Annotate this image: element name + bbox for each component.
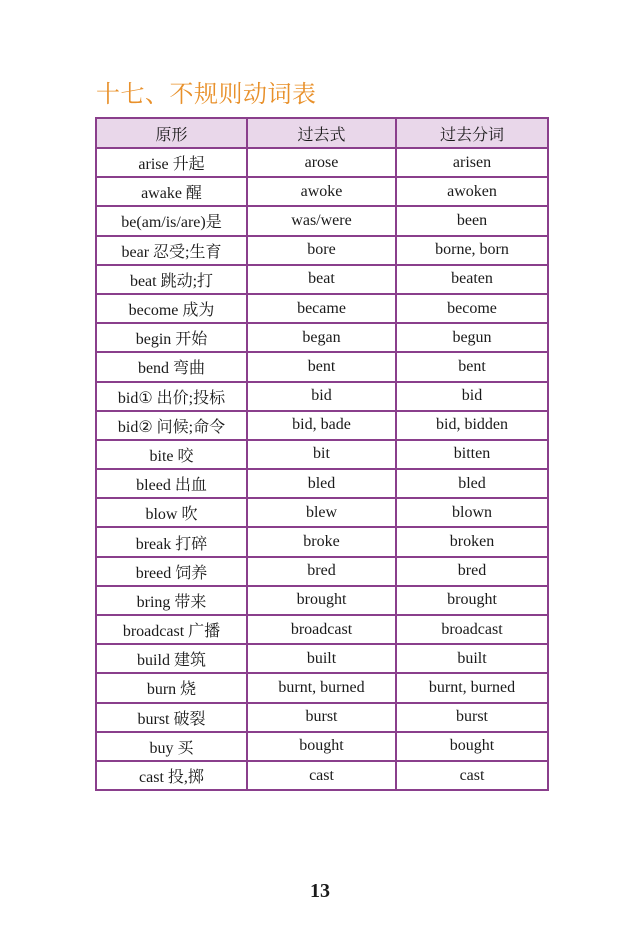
table-row <box>96 644 548 673</box>
table-row <box>96 236 548 265</box>
cell-past-tense: bred <box>247 557 396 586</box>
cell-past-participle: bought <box>396 732 548 761</box>
cell-past-participle: arisen <box>396 148 548 177</box>
cell-base-form: buy 买 <box>96 732 247 761</box>
cell-past-participle: cast <box>396 761 548 790</box>
table-row <box>96 440 548 469</box>
cell-past-participle: blown <box>396 498 548 527</box>
cell-past-tense: beat <box>247 265 396 294</box>
table-row <box>96 498 548 527</box>
table-row <box>96 615 548 644</box>
cell-base-form: bid① 出价;投标 <box>96 382 247 411</box>
cell-base-form: break 打碎 <box>96 527 247 556</box>
cell-past-participle: brought <box>396 586 548 615</box>
cell-past-participle: been <box>396 206 548 235</box>
cell-past-participle: burst <box>396 703 548 732</box>
cell-base-form: beat 跳动;打 <box>96 265 247 294</box>
cell-past-tense: bid, bade <box>247 411 396 440</box>
table-header-row <box>96 118 548 148</box>
table-row <box>96 673 548 702</box>
cell-base-form: bite 咬 <box>96 440 247 469</box>
cell-past-participle: become <box>396 294 548 323</box>
table-row <box>96 411 548 440</box>
cell-base-form: bid② 问候;命令 <box>96 411 247 440</box>
cell-past-participle: built <box>396 644 548 673</box>
cell-base-form: broadcast 广播 <box>96 615 247 644</box>
table-row <box>96 148 548 177</box>
table-row <box>96 352 548 381</box>
cell-past-tense: was/were <box>247 206 396 235</box>
cell-base-form: cast 投,掷 <box>96 761 247 790</box>
cell-past-tense: bled <box>247 469 396 498</box>
cell-base-form: build 建筑 <box>96 644 247 673</box>
cell-past-participle: bent <box>396 352 548 381</box>
cell-base-form: bring 带来 <box>96 586 247 615</box>
cell-base-form: bend 弯曲 <box>96 352 247 381</box>
cell-past-tense: bought <box>247 732 396 761</box>
cell-past-participle: borne, born <box>396 236 548 265</box>
cell-past-tense: became <box>247 294 396 323</box>
cell-past-tense: blew <box>247 498 396 527</box>
cell-past-tense: awoke <box>247 177 396 206</box>
cell-past-participle: burnt, burned <box>396 673 548 702</box>
cell-past-tense: began <box>247 323 396 352</box>
cell-past-participle: bid <box>396 382 548 411</box>
table-row <box>96 294 548 323</box>
cell-past-participle: begun <box>396 323 548 352</box>
cell-past-tense: broadcast <box>247 615 396 644</box>
cell-base-form: be(am/is/are)是 <box>96 206 247 235</box>
table-row <box>96 557 548 586</box>
cell-past-tense: bit <box>247 440 396 469</box>
cell-base-form: burn 烧 <box>96 673 247 702</box>
irregular-verb-table <box>95 117 549 791</box>
cell-past-tense: bid <box>247 382 396 411</box>
cell-base-form: awake 醒 <box>96 177 247 206</box>
table-row <box>96 323 548 352</box>
table-row <box>96 469 548 498</box>
cell-past-participle: bitten <box>396 440 548 469</box>
cell-past-participle: broadcast <box>396 615 548 644</box>
cell-past-tense: burst <box>247 703 396 732</box>
header-base-form: 原形 <box>96 118 247 148</box>
cell-base-form: blow 吹 <box>96 498 247 527</box>
cell-past-tense: bore <box>247 236 396 265</box>
table-row <box>96 732 548 761</box>
cell-base-form: burst 破裂 <box>96 703 247 732</box>
cell-past-participle: bled <box>396 469 548 498</box>
cell-past-participle: beaten <box>396 265 548 294</box>
table-row <box>96 265 548 294</box>
page-title: 十七、不规则动词表 <box>96 80 317 108</box>
cell-past-tense: broke <box>247 527 396 556</box>
cell-base-form: begin 开始 <box>96 323 247 352</box>
cell-past-participle: awoken <box>396 177 548 206</box>
table-row <box>96 206 548 235</box>
cell-past-tense: brought <box>247 586 396 615</box>
table-row <box>96 586 548 615</box>
cell-base-form: arise 升起 <box>96 148 247 177</box>
cell-base-form: bleed 出血 <box>96 469 247 498</box>
table-row <box>96 703 548 732</box>
cell-base-form: bear 忍受;生育 <box>96 236 247 265</box>
cell-past-tense: bent <box>247 352 396 381</box>
cell-past-tense: burnt, burned <box>247 673 396 702</box>
cell-past-tense: cast <box>247 761 396 790</box>
cell-past-participle: bid, bidden <box>396 411 548 440</box>
table-body <box>96 148 548 790</box>
table-row <box>96 527 548 556</box>
page-number: 13 <box>310 880 330 902</box>
table-row <box>96 761 548 790</box>
table-row <box>96 382 548 411</box>
cell-past-tense: arose <box>247 148 396 177</box>
cell-base-form: breed 饲养 <box>96 557 247 586</box>
header-past-tense: 过去式 <box>247 118 396 148</box>
header-past-participle: 过去分词 <box>396 118 548 148</box>
cell-past-participle: broken <box>396 527 548 556</box>
cell-past-tense: built <box>247 644 396 673</box>
cell-past-participle: bred <box>396 557 548 586</box>
table-row <box>96 177 548 206</box>
cell-base-form: become 成为 <box>96 294 247 323</box>
